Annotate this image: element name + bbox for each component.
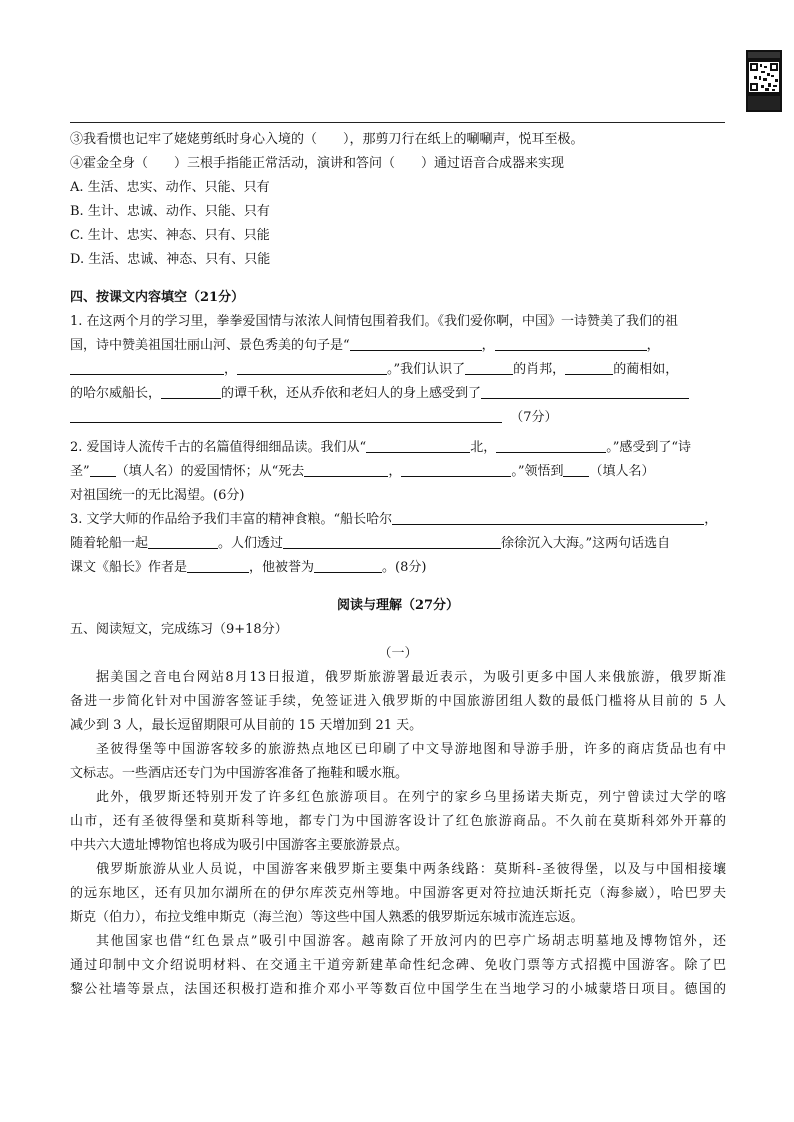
answer-blank[interactable] — [70, 360, 224, 375]
passage-line: 其他国家也借“红色景点”吸引中国游客。越南除了开放河内的巴亭广场胡志明墓地及博物馆外，还 — [96, 934, 726, 949]
reading-passage — [70, 666, 726, 1002]
answer-blank[interactable] — [495, 336, 647, 351]
answer-blank[interactable] — [148, 534, 218, 549]
answer-blank[interactable] — [314, 558, 382, 573]
answer-blank[interactable] — [187, 558, 249, 573]
answer-blank[interactable] — [401, 462, 511, 477]
section4-title: 四、按课文内容填空（21分） — [70, 290, 245, 305]
s4-q2-line1: 2. 爱国诗人流传千古的名篇值得细细品读。我们从“ 北， 。”感受到了“诗 — [70, 440, 691, 455]
answer-blank[interactable] — [366, 438, 470, 453]
passage-line: 备进一步简化针对中国游客签证手续，免签证进入俄罗斯的中国旅游团组人数的最低门槛将从目前的 5 人 — [70, 694, 726, 709]
reading-title: 阅读与理解（27分） — [336, 598, 460, 613]
answer-blank[interactable] — [563, 462, 589, 477]
passage-line: 的远东地区，还有贝加尔湖所在的伊尔库茨克州等地。中国游客更对符拉迪沃斯托克（海参崴），哈巴罗夫 — [70, 886, 726, 901]
exam-page — [70, 128, 726, 1002]
s4-q3-line1: 3. 文学大师的作品给予我们丰富的精神食粮。“船长哈尔 ， — [70, 512, 718, 527]
passage-line: 斯克（伯力），布拉戈维申斯克（海兰泡）等这些中国人熟悉的俄罗斯远东城市流连忘返。 — [70, 910, 584, 925]
answer-blank[interactable] — [90, 462, 116, 477]
answer-blank[interactable] — [161, 384, 221, 399]
passage-line: 中共六大遗址博物馆也将成为吸引中国游客主要旅游景点。 — [70, 838, 409, 853]
answer-blank[interactable] — [350, 336, 482, 351]
passage-line: 黎公社墙等景点，法国还积极打造和推介邓小平等数百位中国学生在当地学习的小城蒙塔日项目。德国的 — [70, 982, 726, 997]
passage-line: 俄罗斯旅游从业人员说，中国游客来俄罗斯主要集中两条线路：莫斯科-圣彼得堡，以及与中国相接壤 — [96, 862, 726, 877]
q3-option-c[interactable]: C. 生计、忠实、神态、只有、只能 — [70, 228, 270, 243]
answer-blank[interactable] — [392, 510, 704, 525]
reading-part-label: （一） — [378, 646, 418, 661]
qr-code-icon — [746, 50, 782, 112]
s4-q3-line2: 随着轮船一起 。人们透过 徐徐沉入大海。”这两句话选自 — [70, 536, 671, 551]
answer-blank[interactable] — [283, 534, 501, 549]
q3-option-a[interactable]: A. 生活、忠实、动作、只能、只有 — [70, 180, 270, 195]
s4-q1-line1: 1. 在这两个月的学习里，拳拳爱国情与浓浓人间情包围着我们。《我们爱你啊，中国》一诗赞美了我们的祖 — [70, 314, 679, 329]
q3-item-4: ④霍金全身（ ）三根手指能正常活动，演讲和答问（ ）通过语音合成器来实现 — [70, 156, 565, 171]
answer-blank[interactable] — [565, 360, 613, 375]
s4-q2-line2: 圣” （填人名）的爱国情怀；从“死去 ， 。”领悟到 （填人名） — [70, 464, 655, 479]
s4-q1-line3: ， 。”我们认识了 的肖邦， 的蔺相如， — [70, 358, 726, 382]
q3-option-b[interactable]: B. 生计、忠诚、动作、只能、只有 — [70, 204, 270, 219]
s4-q2-line3: 对祖国统一的无比渴望。(6分) — [70, 488, 245, 503]
passage-line: 通过印制中文介绍说明材料、在交通主干道旁新建革命性纪念碑、免收门票等方式招揽中国游客。除了巴 — [70, 958, 726, 973]
passage-line: 山市，还有圣彼得堡和莫斯科等地，都专门为中国游客设计了红色旅游商品。不久前在莫斯科郊外开幕的 — [70, 814, 726, 829]
passage-line: 据美国之音电台网站8月13日报道，俄罗斯旅游署最近表示，为吸引更多中国人来俄旅游，俄罗斯准 — [96, 670, 726, 685]
s4-q3-line3: 课文《船长》作者是 ，他被誉为 。(8分) — [70, 560, 427, 575]
passage-line: 此外，俄罗斯还特别开发了许多红色旅游项目。在列宁的家乡乌里扬诺夫斯克，列宁曾读过大学的喀 — [96, 790, 726, 805]
passage-line: 文标志。一些酒店还专门为中国游客准备了拖鞋和暖水瓶。 — [70, 766, 409, 781]
s4-q1-line2: 国，诗中赞美祖国壮丽山河、景色秀美的句子是“ ， ， — [70, 338, 660, 353]
answer-blank[interactable] — [481, 384, 689, 399]
answer-blank[interactable] — [465, 360, 513, 375]
answer-blank[interactable] — [70, 408, 502, 423]
answer-blank[interactable] — [237, 360, 387, 375]
answer-blank[interactable] — [496, 438, 606, 453]
reading-subtitle: 五、阅读短文，完成练习（9+18分） — [70, 622, 288, 637]
q3-item-3: ③我看惯也记牢了姥姥剪纸时身心入境的（ ），那剪刀行在纸上的唰唰声，悦耳至极。 — [70, 132, 584, 147]
answer-blank[interactable] — [304, 462, 388, 477]
q3-option-d[interactable]: D. 生活、忠诚、神态、只有、只能 — [70, 252, 271, 267]
header-rule — [70, 122, 725, 123]
passage-line: 减少到 3 人，最长逗留期限可从目前的 15 天增加到 21 天。 — [70, 718, 423, 733]
s4-q1-line4: 的哈尔威船长， 的谭千秋，还从乔依和老妇人的身上感受到了 — [70, 382, 726, 406]
passage-line: 圣彼得堡等中国游客较多的旅游热点地区已印刷了中文导游地图和导游手册，许多的商店货品也有中 — [96, 742, 726, 757]
s4-q1-line5: （7分） — [70, 406, 726, 430]
